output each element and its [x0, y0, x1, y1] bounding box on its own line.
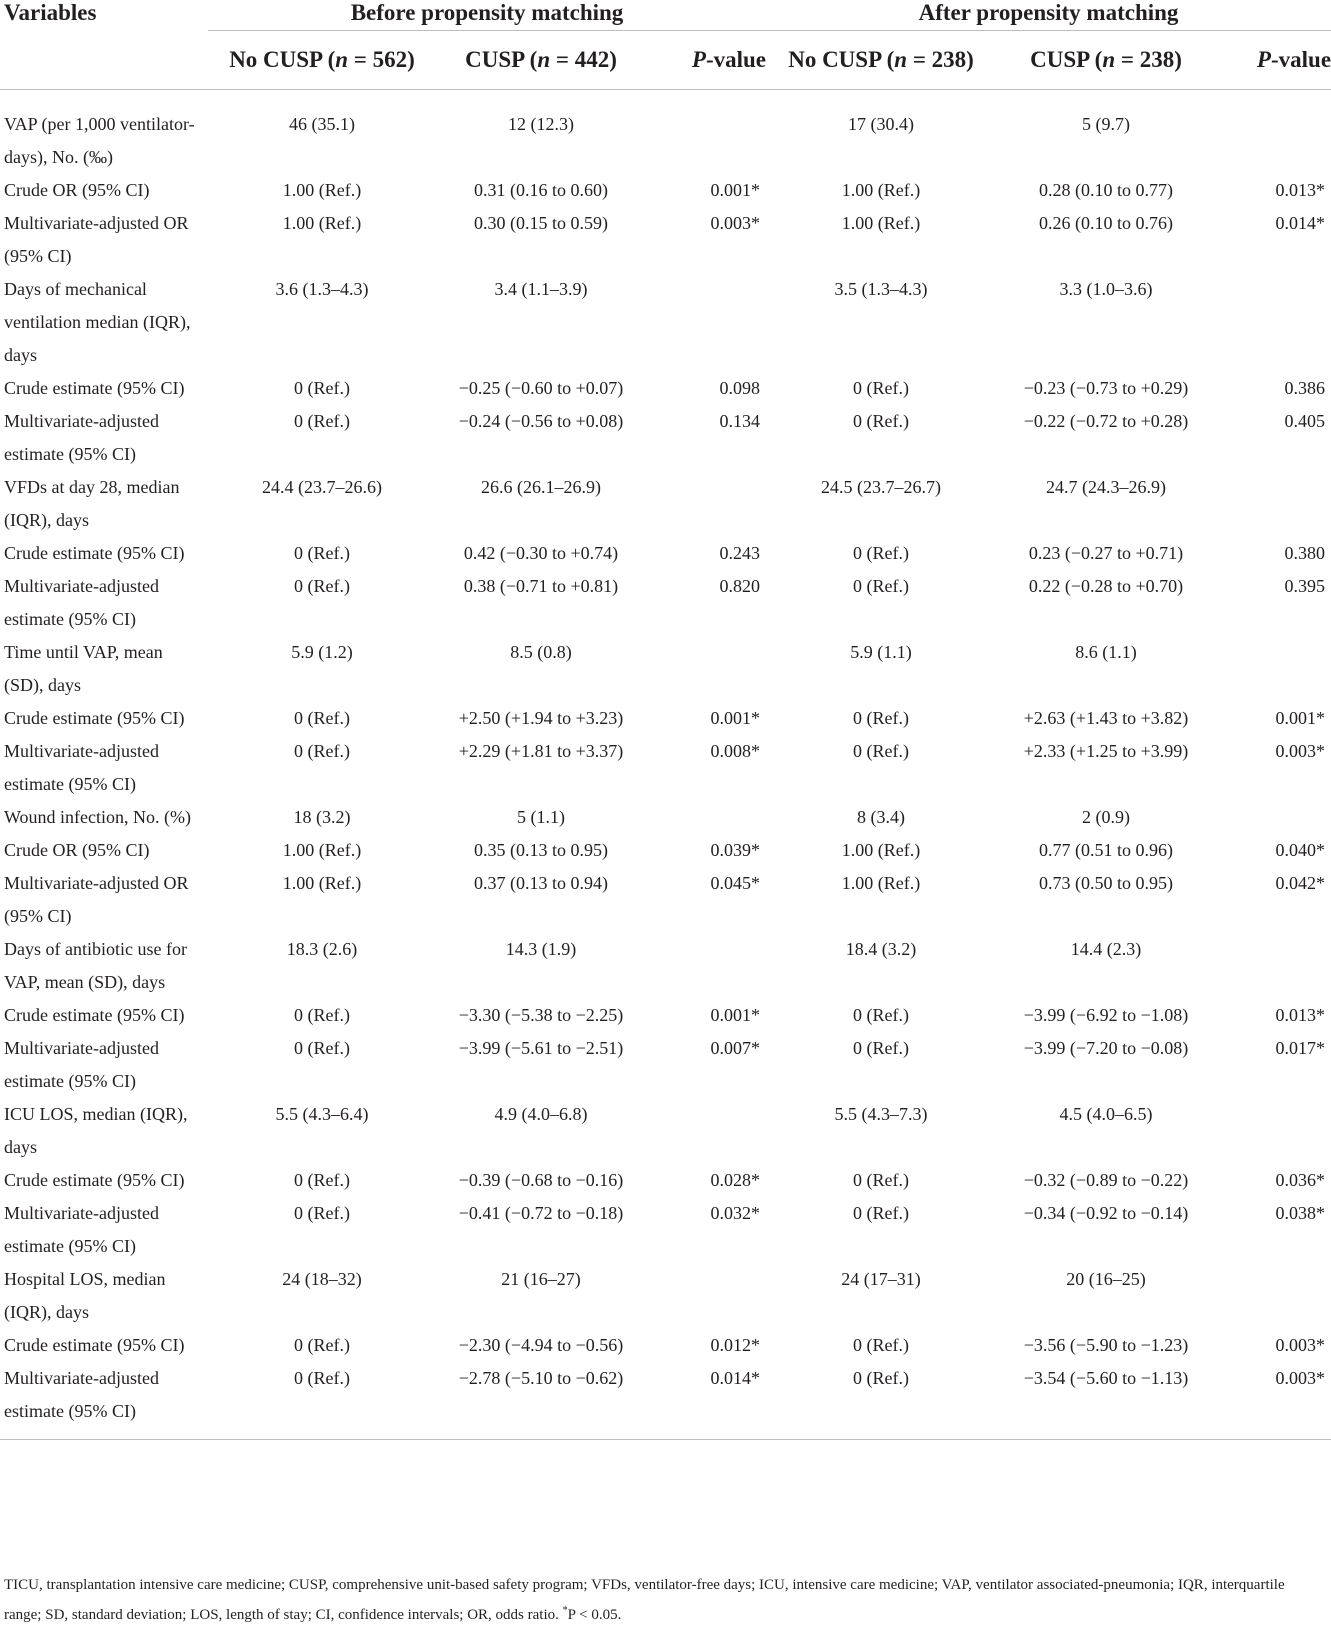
before-no-cusp-header: No CUSP (n = 562) [229, 47, 415, 72]
before-pvalue-cell [646, 273, 766, 372]
after-no-cusp-cell: 0 (Ref.) [853, 410, 909, 431]
after-cusp-cell: −0.23 (−0.73 to +0.29) [1023, 377, 1189, 398]
before-cusp-cell: −3.99 (−5.61 to −2.51) [458, 1037, 624, 1058]
after-no-cusp-cell: 17 (30.4) [848, 113, 915, 134]
after-cusp-cell: 5 (9.7) [1082, 113, 1131, 134]
after-no-cusp-cell: 1.00 (Ref.) [841, 872, 921, 893]
table-row [0, 570, 1331, 636]
table-body [0, 108, 1331, 1428]
after-no-cusp-cell: 5.9 (1.1) [850, 641, 912, 662]
before-pvalue-cell: 0.012* [710, 1334, 761, 1355]
before-pvalue-cell: 0.001* [710, 707, 761, 728]
before-no-cusp-cell: 1.00 (Ref.) [282, 212, 362, 233]
after-pvalue-cell [1216, 1098, 1331, 1164]
after-cusp-cell: −3.56 (−5.90 to −1.23) [1023, 1334, 1189, 1355]
after-pvalue-cell: 0.014* [1275, 212, 1326, 233]
after-no-cusp-cell: 0 (Ref.) [853, 740, 909, 761]
before-cusp-cell: 14.3 (1.9) [505, 938, 577, 959]
after-no-cusp-cell: 0 (Ref.) [853, 377, 909, 398]
before-cusp-cell: +2.50 (+1.94 to +3.23) [458, 707, 624, 728]
after-pvalue-cell: 0.013* [1275, 179, 1326, 200]
after-pvalue-cell: 0.038* [1275, 1202, 1326, 1223]
before-cusp-cell: 8.5 (0.8) [510, 641, 572, 662]
footnote-abbreviations: TICU, transplantation intensive care medicine; CUSP, comprehensive unit-based safety program; VFDs, ventilator-free days; ICU, intensive care medicine; VAP, ventilator associated-pneumonia; IQR, interquartile range; SD, standard deviation; LOS, length of stay; CI, confidence intervals; OR, odds ratio. [4, 1577, 1285, 1623]
before-no-cusp-cell: 3.6 (1.3–4.3) [275, 278, 369, 299]
before-cusp-cell: 5 (1.1) [517, 806, 565, 827]
before-no-cusp-cell: 0 (Ref.) [294, 707, 350, 728]
before-no-cusp-cell: 24.4 (23.7–26.6) [262, 476, 382, 497]
after-no-cusp-header: No CUSP (n = 238) [788, 47, 974, 72]
table-row [0, 471, 1331, 537]
before-pvalue-cell: 0.028* [710, 1169, 761, 1190]
after-pvalue-cell: 0.003* [1275, 740, 1326, 761]
before-cusp-cell: −0.39 (−0.68 to −0.16) [458, 1169, 624, 1190]
before-pvalue-cell: 0.134 [719, 410, 761, 431]
before-pvalue-cell: 0.820 [719, 575, 761, 596]
after-no-cusp-cell: 3.5 (1.3–4.3) [834, 278, 928, 299]
after-cusp-header: CUSP (n = 238) [1030, 47, 1182, 72]
row-variable: ICU LOS, median (IQR), days [4, 1103, 188, 1157]
before-no-cusp-cell: 0 (Ref.) [294, 740, 350, 761]
before-pvalue-cell: 0.045* [710, 872, 761, 893]
table-row [0, 702, 1331, 735]
before-cusp-cell: 0.38 (−0.71 to +0.81) [463, 575, 619, 596]
before-no-cusp-cell: 24 (18–32) [282, 1268, 362, 1289]
row-variable: Multivariate-adjusted estimate (95% CI) [4, 1367, 159, 1421]
after-no-cusp-cell: 1.00 (Ref.) [841, 839, 921, 860]
after-pvalue-cell [1216, 801, 1331, 834]
row-variable: VAP (per 1,000 ventilator-days), No. (‰) [4, 113, 195, 167]
after-no-cusp-cell: 0 (Ref.) [853, 1004, 909, 1025]
before-cusp-cell: −0.24 (−0.56 to +0.08) [458, 410, 624, 431]
before-pvalue-cell: 0.001* [710, 1004, 761, 1025]
before-pvalue-cell [646, 471, 766, 537]
after-cusp-cell: +2.63 (+1.43 to +3.82) [1023, 707, 1189, 728]
after-pvalue-cell [1216, 1263, 1331, 1329]
before-pvalue-cell: 0.007* [710, 1037, 761, 1058]
before-cusp-cell: +2.29 (+1.81 to +3.37) [458, 740, 624, 761]
table-row [0, 735, 1331, 801]
before-no-cusp-cell: 0 (Ref.) [294, 1334, 350, 1355]
before-cusp-cell: −0.41 (−0.72 to −0.18) [458, 1202, 624, 1223]
row-variable: Hospital LOS, median (IQR), days [4, 1268, 166, 1322]
table-bottom-rule [0, 1440, 1331, 1441]
before-no-cusp-cell: 0 (Ref.) [294, 1037, 350, 1058]
after-pvalue-header: P-value [1256, 47, 1331, 72]
before-no-cusp-cell: 18 (3.2) [293, 806, 351, 827]
footnote-significance: P < 0.05. [567, 1607, 622, 1623]
table-row [0, 108, 1331, 174]
before-cusp-cell: −3.30 (−5.38 to −2.25) [458, 1004, 624, 1025]
before-cusp-cell: 12 (12.3) [508, 113, 574, 134]
before-pvalue-cell [646, 801, 766, 834]
before-cusp-cell: 0.42 (−0.30 to +0.74) [463, 542, 619, 563]
table-row [0, 1329, 1331, 1362]
after-cusp-cell: 0.26 (0.10 to 0.76) [1039, 212, 1174, 233]
row-variable: Crude estimate (95% CI) [4, 1004, 185, 1025]
after-pvalue-cell: 0.386 [1284, 377, 1326, 398]
after-cusp-cell: 14.4 (2.3) [1070, 938, 1142, 959]
after-cusp-cell: 0.23 (−0.27 to +0.71) [1028, 542, 1184, 563]
row-variable: Crude estimate (95% CI) [4, 542, 185, 563]
after-matching-header: After propensity matching [766, 0, 1331, 31]
after-pvalue-cell: 0.003* [1275, 1367, 1326, 1388]
after-pvalue-cell: 0.013* [1275, 1004, 1326, 1025]
table-row [0, 933, 1331, 999]
after-cusp-cell: +2.33 (+1.25 to +3.99) [1023, 740, 1189, 761]
after-cusp-cell: 2 (0.9) [1082, 806, 1131, 827]
table-header [0, 0, 1331, 108]
before-no-cusp-cell: 5.5 (4.3–6.4) [275, 1103, 369, 1124]
table-row [0, 867, 1331, 933]
before-pvalue-cell [646, 108, 766, 174]
before-pvalue-header: P-value [691, 47, 767, 72]
after-pvalue-cell: 0.405 [1284, 410, 1326, 431]
after-no-cusp-cell: 24 (17–31) [841, 1268, 921, 1289]
before-cusp-cell: −2.30 (−4.94 to −0.56) [458, 1334, 624, 1355]
row-variable: Days of mechanical ventilation median (IQR), days [4, 278, 191, 365]
row-variable: Days of antibiotic use for VAP, mean (SD), days [4, 938, 187, 992]
after-pvalue-cell [1216, 108, 1331, 174]
after-no-cusp-cell: 5.5 (4.3–7.3) [834, 1103, 928, 1124]
before-pvalue-cell: 0.032* [710, 1202, 761, 1223]
after-no-cusp-cell: 0 (Ref.) [853, 1037, 909, 1058]
before-pvalue-cell: 0.014* [710, 1367, 761, 1388]
before-cusp-cell: −0.25 (−0.60 to +0.07) [458, 377, 624, 398]
table-row [0, 1032, 1331, 1098]
before-no-cusp-cell: 0 (Ref.) [294, 410, 350, 431]
after-no-cusp-cell: 0 (Ref.) [853, 542, 909, 563]
after-pvalue-cell: 0.042* [1275, 872, 1326, 893]
table-row [0, 273, 1331, 372]
before-matching-header: Before propensity matching [208, 0, 766, 31]
table-row [0, 834, 1331, 867]
after-pvalue-cell [1216, 636, 1331, 702]
after-cusp-cell: 3.3 (1.0–3.6) [1059, 278, 1153, 299]
after-no-cusp-cell: 0 (Ref.) [853, 1202, 909, 1223]
table-footnote [0, 1572, 1314, 1628]
after-no-cusp-cell: 0 (Ref.) [853, 1367, 909, 1388]
after-cusp-cell: 20 (16–25) [1066, 1268, 1146, 1289]
after-pvalue-cell [1216, 933, 1331, 999]
after-cusp-cell: 0.28 (0.10 to 0.77) [1039, 179, 1174, 200]
after-no-cusp-cell: 1.00 (Ref.) [841, 212, 921, 233]
table-row [0, 207, 1331, 273]
variables-header: Variables [4, 0, 97, 25]
after-cusp-cell: −0.34 (−0.92 to −0.14) [1023, 1202, 1189, 1223]
table-row [0, 1263, 1331, 1329]
before-no-cusp-cell: 0 (Ref.) [294, 1367, 350, 1388]
before-cusp-cell: 26.6 (26.1–26.9) [481, 476, 601, 497]
before-no-cusp-cell: 0 (Ref.) [294, 377, 350, 398]
before-pvalue-cell [646, 636, 766, 702]
table-row [0, 1197, 1331, 1263]
after-cusp-cell: 8.6 (1.1) [1075, 641, 1137, 662]
before-no-cusp-cell: 0 (Ref.) [294, 1202, 350, 1223]
table-row [0, 636, 1331, 702]
row-variable: Crude OR (95% CI) [4, 839, 150, 860]
after-no-cusp-cell: 1.00 (Ref.) [841, 179, 921, 200]
row-variable: Wound infection, No. (%) [4, 806, 192, 827]
after-cusp-cell: 24.7 (24.3–26.9) [1046, 476, 1167, 497]
before-pvalue-cell: 0.039* [710, 839, 761, 860]
before-pvalue-cell: 0.003* [710, 212, 761, 233]
after-pvalue-cell: 0.380 [1284, 542, 1326, 563]
after-pvalue-cell: 0.001* [1275, 707, 1326, 728]
before-cusp-cell: 3.4 (1.1–3.9) [494, 278, 588, 299]
row-variable: Multivariate-adjusted estimate (95% CI) [4, 740, 159, 794]
row-variable: Multivariate-adjusted OR (95% CI) [4, 872, 189, 926]
row-variable: Multivariate-adjusted estimate (95% CI) [4, 1037, 159, 1091]
before-pvalue-cell [646, 1263, 766, 1329]
after-cusp-cell: −3.54 (−5.60 to −1.13) [1023, 1367, 1189, 1388]
after-no-cusp-cell: 18.4 (3.2) [845, 938, 917, 959]
after-pvalue-cell: 0.036* [1275, 1169, 1326, 1190]
after-cusp-cell: −3.99 (−7.20 to −0.08) [1023, 1037, 1189, 1058]
table-row [0, 1164, 1331, 1197]
after-pvalue-cell [1216, 471, 1331, 537]
after-no-cusp-cell: 8 (3.4) [857, 806, 906, 827]
before-no-cusp-cell: 46 (35.1) [289, 113, 355, 134]
row-variable: Multivariate-adjusted OR (95% CI) [4, 212, 189, 266]
before-no-cusp-cell: 0 (Ref.) [294, 542, 350, 563]
before-cusp-cell: −2.78 (−5.10 to −0.62) [458, 1367, 624, 1388]
table-row [0, 405, 1331, 471]
before-pvalue-cell: 0.098 [719, 377, 761, 398]
before-cusp-header: CUSP (n = 442) [465, 47, 617, 72]
after-pvalue-cell [1216, 273, 1331, 372]
after-cusp-cell: 0.22 (−0.28 to +0.70) [1028, 575, 1184, 596]
before-cusp-cell: 0.31 (0.16 to 0.60) [474, 179, 608, 200]
after-no-cusp-cell: 0 (Ref.) [853, 1334, 909, 1355]
after-no-cusp-cell: 0 (Ref.) [853, 575, 909, 596]
table-row [0, 999, 1331, 1032]
row-variable: Multivariate-adjusted estimate (95% CI) [4, 410, 159, 464]
row-variable: Crude estimate (95% CI) [4, 1334, 185, 1355]
before-no-cusp-cell: 1.00 (Ref.) [282, 839, 362, 860]
before-pvalue-cell [646, 933, 766, 999]
row-variable: Crude estimate (95% CI) [4, 377, 185, 398]
before-pvalue-cell [646, 1098, 766, 1164]
before-cusp-cell: 0.30 (0.15 to 0.59) [474, 212, 608, 233]
table-row [0, 801, 1331, 834]
after-cusp-cell: 4.5 (4.0–6.5) [1059, 1103, 1153, 1124]
row-variable: Multivariate-adjusted estimate (95% CI) [4, 575, 159, 629]
row-variable: Multivariate-adjusted estimate (95% CI) [4, 1202, 159, 1256]
before-pvalue-cell: 0.001* [710, 179, 761, 200]
after-pvalue-cell: 0.395 [1284, 575, 1326, 596]
before-cusp-cell: 0.37 (0.13 to 0.94) [474, 872, 608, 893]
after-no-cusp-cell: 24.5 (23.7–26.7) [821, 476, 942, 497]
after-no-cusp-cell: 0 (Ref.) [853, 1169, 909, 1190]
table-row [0, 174, 1331, 207]
before-no-cusp-cell: 1.00 (Ref.) [282, 179, 362, 200]
after-pvalue-cell: 0.040* [1275, 839, 1326, 860]
table-row [0, 1362, 1331, 1428]
before-pvalue-cell: 0.243 [719, 542, 761, 563]
row-variable: Crude OR (95% CI) [4, 179, 150, 200]
before-no-cusp-cell: 0 (Ref.) [294, 1004, 350, 1025]
after-no-cusp-cell: 0 (Ref.) [853, 707, 909, 728]
after-pvalue-cell: 0.003* [1275, 1334, 1326, 1355]
after-pvalue-cell: 0.017* [1275, 1037, 1326, 1058]
after-cusp-cell: −0.32 (−0.89 to −0.22) [1023, 1169, 1189, 1190]
row-variable: VFDs at day 28, median (IQR), days [4, 476, 180, 530]
before-no-cusp-cell: 5.9 (1.2) [291, 641, 353, 662]
footnote-marker: * [562, 1605, 568, 1616]
before-pvalue-cell: 0.008* [710, 740, 761, 761]
after-cusp-cell: 0.73 (0.50 to 0.95) [1039, 872, 1174, 893]
row-variable: Crude estimate (95% CI) [4, 707, 185, 728]
before-cusp-cell: 4.9 (4.0–6.8) [494, 1103, 588, 1124]
before-no-cusp-cell: 18.3 (2.6) [286, 938, 358, 959]
before-cusp-cell: 21 (16–27) [501, 1268, 581, 1289]
before-no-cusp-cell: 0 (Ref.) [294, 1169, 350, 1190]
after-cusp-cell: −3.99 (−6.92 to −1.08) [1023, 1004, 1189, 1025]
table-row [0, 537, 1331, 570]
after-cusp-cell: −0.22 (−0.72 to +0.28) [1023, 410, 1189, 431]
table-row [0, 372, 1331, 405]
before-no-cusp-cell: 0 (Ref.) [294, 575, 350, 596]
row-variable: Crude estimate (95% CI) [4, 1169, 185, 1190]
before-no-cusp-cell: 1.00 (Ref.) [282, 872, 362, 893]
before-cusp-cell: 0.35 (0.13 to 0.95) [474, 839, 608, 860]
table-row [0, 1098, 1331, 1164]
after-cusp-cell: 0.77 (0.51 to 0.96) [1039, 839, 1174, 860]
row-variable: Time until VAP, mean (SD), days [4, 641, 163, 695]
